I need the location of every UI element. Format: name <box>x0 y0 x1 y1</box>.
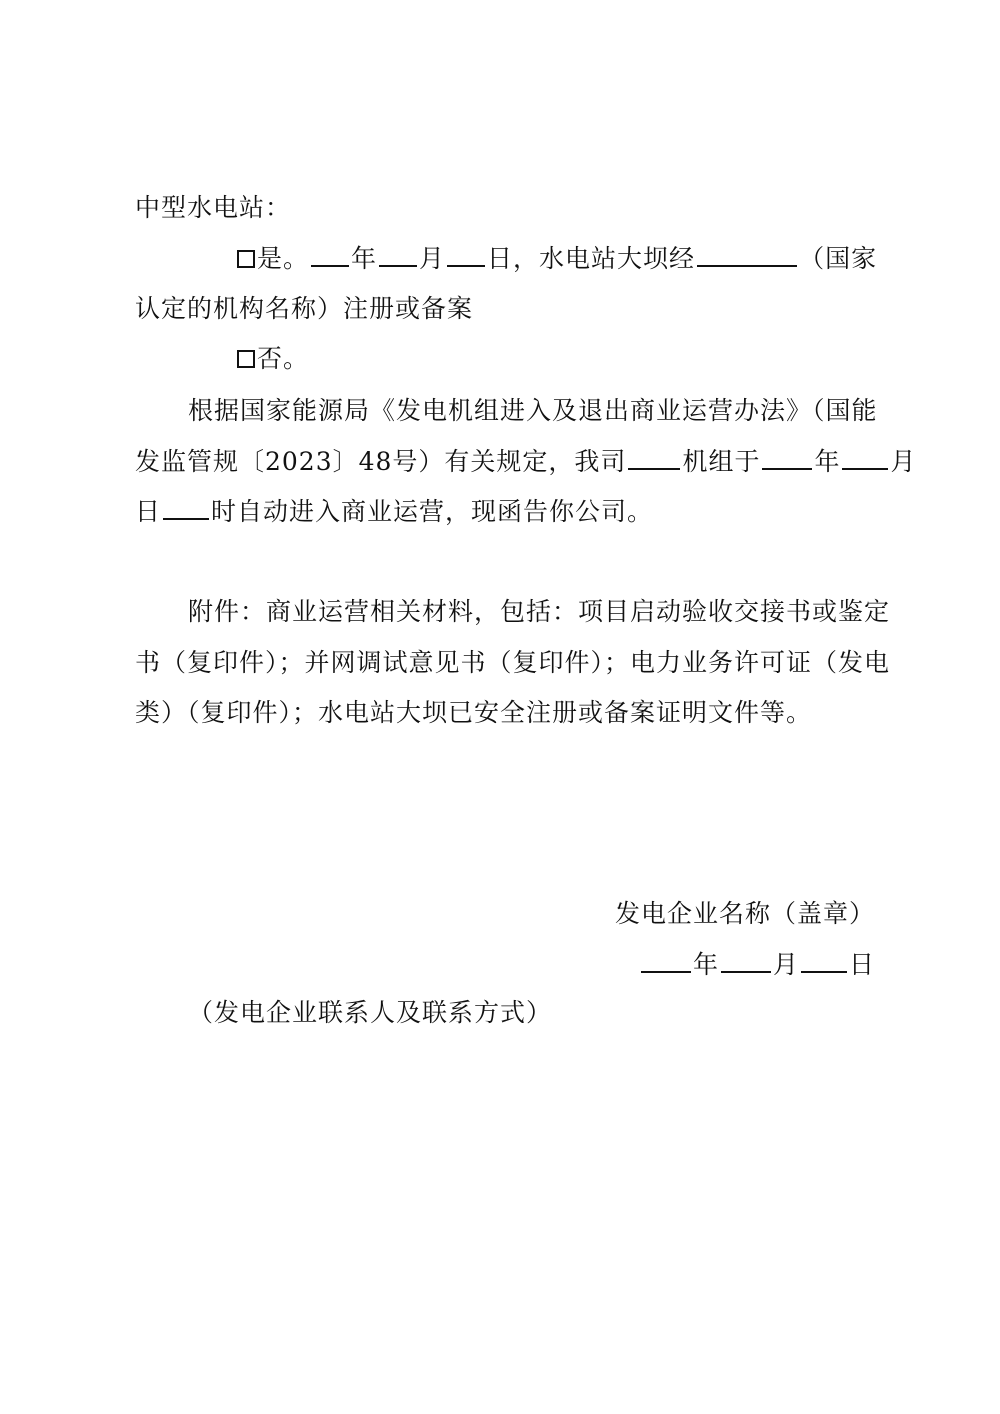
attachment-line-2: 书（复印件）；并网调试意见书（复印件）；电力业务许可证（发电 <box>135 648 891 677</box>
day-blank[interactable] <box>447 243 485 267</box>
body-line2-b: 机组于 <box>682 447 761 476</box>
attachment-line-1: 附件：商业运营相关材料，包括：项目启动验收交接书或鉴定 <box>188 597 891 626</box>
body-line2-d: 月 <box>890 447 917 476</box>
option-yes-continuation: 认定的机构名称）注册或备案 <box>135 294 474 323</box>
month-unit: 月 <box>419 244 446 273</box>
sig-month-blank[interactable] <box>721 949 771 973</box>
body-line-3 <box>135 496 875 527</box>
option-yes-line <box>237 243 878 274</box>
option-no-line <box>237 344 875 374</box>
day-text: 日，水电站大坝经 <box>487 244 696 273</box>
body-line-2 <box>135 446 917 477</box>
sig-day: 日 <box>848 950 875 979</box>
checkbox-yes[interactable] <box>237 250 255 268</box>
unit-blank[interactable] <box>628 446 680 470</box>
body-year-blank[interactable] <box>762 446 812 470</box>
body-line2-c: 年 <box>814 447 841 476</box>
checkbox-no[interactable] <box>237 350 255 368</box>
body-line3-a: 日 <box>135 497 162 526</box>
body-hour-blank[interactable] <box>163 496 209 520</box>
sig-year: 年 <box>692 950 719 979</box>
sig-month: 月 <box>772 950 799 979</box>
year-blank[interactable] <box>311 243 349 267</box>
year-unit: 年 <box>351 244 378 273</box>
body-line-1: 根据国家能源局《发电机组进入及退出商业运营办法》（国能 <box>188 396 878 425</box>
body-line3-b: 时自动进入商业运营，现函告你公司。 <box>211 497 654 526</box>
option-no-label: 否。 <box>257 344 310 373</box>
agency-blank[interactable] <box>697 243 797 267</box>
attachment-line-3: 类）（复印件）；水电站大坝已安全注册或备案证明文件等。 <box>135 698 813 727</box>
sig-day-blank[interactable] <box>801 949 847 973</box>
option-yes-prefix: 是。 <box>257 244 310 273</box>
contact-info: （发电企业联系人及联系方式） <box>188 998 553 1027</box>
section-heading: 中型水电站： <box>135 193 292 222</box>
body-month-blank[interactable] <box>842 446 888 470</box>
option-yes-trailing: （国家 <box>799 244 878 273</box>
month-blank[interactable] <box>379 243 417 267</box>
sig-year-blank[interactable] <box>641 949 691 973</box>
signature-date <box>639 949 875 980</box>
body-line2-a: 发监管规〔2023〕48号）有关规定，我司 <box>135 447 627 476</box>
company-name-seal: 发电企业名称（盖章） <box>614 899 875 928</box>
